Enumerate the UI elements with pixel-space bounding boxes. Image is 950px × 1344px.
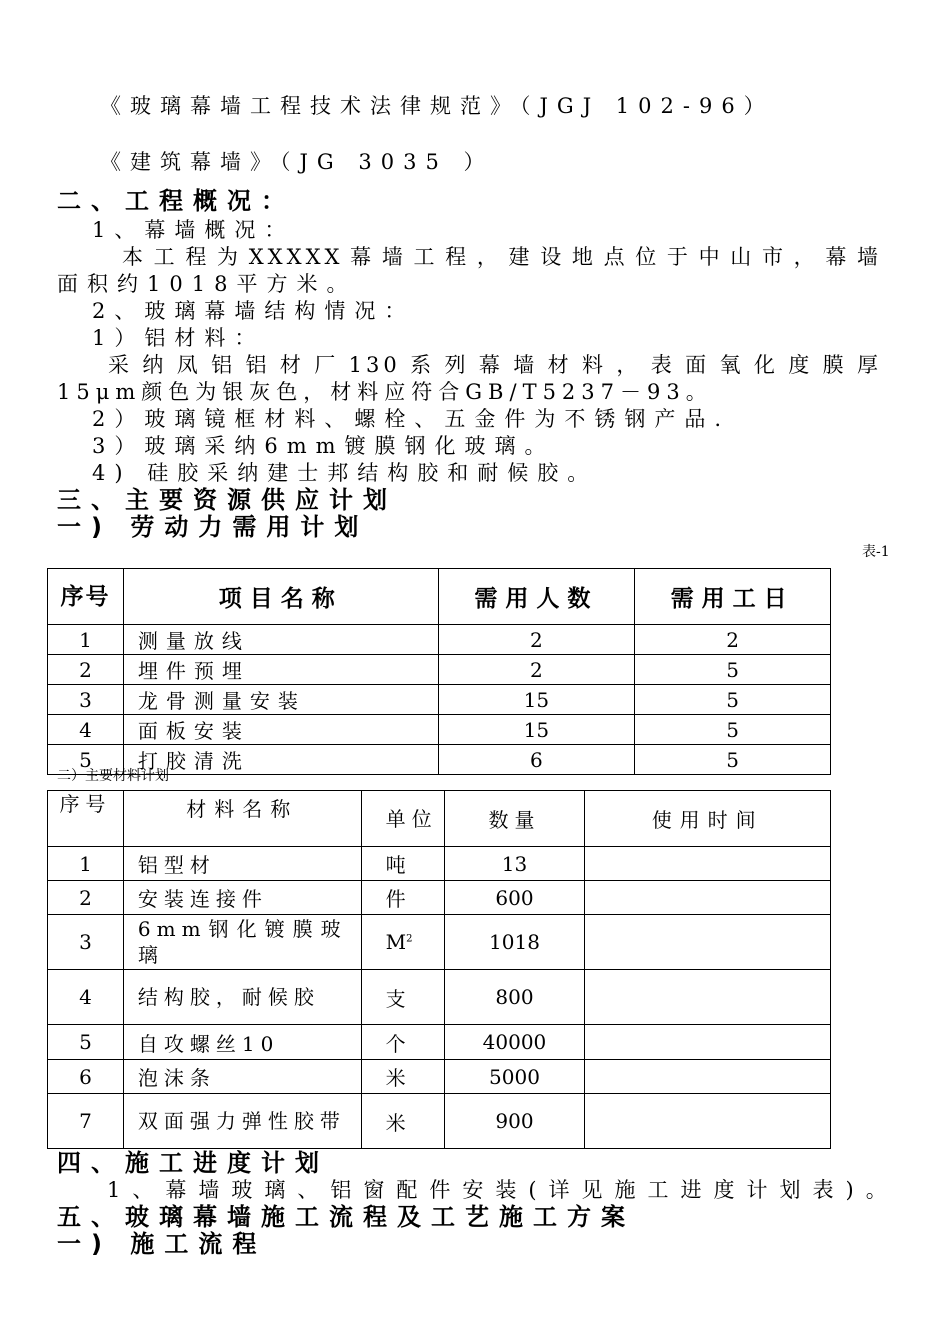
cell-usage-time [585, 970, 831, 1025]
cell-workdays: 5 [635, 745, 831, 775]
col-header-workers: 需用人数 [438, 569, 635, 625]
material-plan-heading: 二）主要材料计划 [57, 768, 169, 784]
cell-index: 1 [48, 625, 124, 655]
cell-material-name: 6mm钢化镀膜玻璃 [123, 915, 361, 970]
cell-material-name: 自攻螺丝10 [123, 1025, 361, 1060]
cell-index: 7 [48, 1094, 124, 1149]
material-table-header [48, 791, 831, 847]
cell-index: 1 [48, 847, 124, 881]
subsection-curtain-wall-overview: 1、幕墙概况： [92, 218, 295, 242]
cell-quantity: 5000 [444, 1060, 585, 1094]
item-glass-frame: 2）玻璃镜框材料、螺栓、五金件为不锈钢产品. [92, 407, 731, 431]
cell-unit: 件 [361, 881, 444, 915]
cell-index: 2 [48, 655, 124, 685]
item-silicone: 4) 硅胶采纳建士邦结构胶和耐候胶。 [92, 461, 598, 485]
cell-index: 5 [48, 745, 124, 775]
col-header-index: 序号 [48, 791, 124, 847]
cell-unit [361, 915, 444, 970]
cell-workdays: 2 [635, 625, 831, 655]
cell-index: 4 [48, 970, 124, 1025]
cell-quantity: 13 [444, 847, 585, 881]
cell-workdays: 5 [635, 685, 831, 715]
cell-index: 2 [48, 881, 124, 915]
cell-workers: 15 [438, 685, 635, 715]
cell-index: 3 [48, 915, 124, 970]
cell-usage-time [585, 847, 831, 881]
table-tag: 表-1 [862, 544, 890, 560]
cell-quantity: 800 [444, 970, 585, 1025]
table-row [48, 1060, 831, 1094]
cell-material-name: 双面强力弹性胶带 [123, 1094, 361, 1149]
cell-usage-time [585, 881, 831, 915]
cell-quantity: 40000 [444, 1025, 585, 1060]
schedule-line-1: 1、幕墙玻璃、铝窗配件安装(详见施工进度计划表)。 [107, 1178, 899, 1202]
cell-usage-time [585, 1060, 831, 1094]
col-header-item-name: 项目名称 [123, 569, 438, 625]
table-row [48, 685, 831, 715]
cell-usage-time [585, 915, 831, 970]
cell-workers: 15 [438, 715, 635, 745]
aluminum-paragraph-line-1: 采纳凤铝铝材厂130系列幕墙材料，表面氧化度膜厚 [108, 353, 882, 377]
cell-unit: 米 [361, 1094, 444, 1149]
unit-superscript: 2 [406, 933, 413, 945]
cell-index: 3 [48, 685, 124, 715]
section-2-title: 二、工程概况： [57, 187, 295, 215]
unit-text: M [385, 930, 407, 954]
cell-workdays: 5 [635, 715, 831, 745]
cell-material-name: 铝型材 [123, 847, 361, 881]
cell-usage-time [585, 1094, 831, 1149]
table-row [48, 625, 831, 655]
cell-unit: 支 [361, 970, 444, 1025]
cell-material-name: 结构胶，耐候胶 [123, 970, 361, 1025]
section-4-title: 四、施工进度计划 [57, 1149, 329, 1177]
table-row [48, 915, 831, 970]
cell-usage-time [585, 1025, 831, 1060]
cell-unit: 吨 [361, 847, 444, 881]
aluminum-paragraph-line-2: 15μm颜色为银灰色，材料应符合GB/T5237－93。 [57, 380, 713, 404]
cell-item-name: 埋件预埋 [123, 655, 438, 685]
cell-workers: 2 [438, 625, 635, 655]
section-3-title: 三、主要资源供应计划 [57, 486, 397, 514]
cell-workers: 6 [438, 745, 635, 775]
item-glass: 3）玻璃采纳6mm镀膜钢化玻璃。 [92, 434, 555, 458]
material-table [47, 790, 831, 1149]
col-header-quantity: 数量 [444, 791, 585, 847]
overview-paragraph-line-2: 面积约1018平方米。 [57, 272, 357, 296]
labor-plan-heading: 一) 劳动力需用计划 [57, 513, 369, 541]
cell-quantity: 1018 [444, 915, 585, 970]
table-row [48, 970, 831, 1025]
cell-workers: 2 [438, 655, 635, 685]
construction-flow-heading: 一) 施工流程 [57, 1230, 267, 1258]
reference-standard-1: 《玻璃幕墙工程技术法律规范》（JGJ 102-96） [100, 94, 774, 118]
cell-workdays: 5 [635, 655, 831, 685]
reference-standard-2: 《建筑幕墙》（JG 3035 ） [100, 150, 494, 174]
labor-table-header [48, 569, 831, 625]
overview-paragraph-line-1: 本工程为XXXXX幕墙工程，建设地点位于中山市，幕墙 [122, 245, 882, 269]
cell-item-name: 面板安装 [123, 715, 438, 745]
col-header-index: 序号 [48, 569, 124, 625]
table-row [48, 1025, 831, 1060]
cell-index: 5 [48, 1025, 124, 1060]
cell-unit: 个 [361, 1025, 444, 1060]
table-row [48, 847, 831, 881]
labor-table [47, 568, 831, 775]
section-5-title: 五、玻璃幕墙施工流程及工艺施工方案 [57, 1203, 635, 1231]
col-header-workdays: 需用工日 [635, 569, 831, 625]
table-row [48, 655, 831, 685]
cell-item-name: 测量放线 [123, 625, 438, 655]
table-row [48, 1094, 831, 1149]
col-header-material-name: 材料名称 [123, 791, 361, 847]
table-row [48, 715, 831, 745]
cell-index: 6 [48, 1060, 124, 1094]
cell-quantity: 600 [444, 881, 585, 915]
item-aluminum-material: 1）铝材料： [92, 326, 265, 350]
cell-index: 4 [48, 715, 124, 745]
cell-material-name: 泡沫条 [123, 1060, 361, 1094]
cell-material-name: 安装连接件 [123, 881, 361, 915]
subsection-structure: 2、玻璃幕墙结构情况： [92, 299, 415, 323]
cell-unit: 米 [361, 1060, 444, 1094]
table-row [48, 881, 831, 915]
cell-item-name: 打胶清洗 [123, 745, 438, 775]
col-header-unit: 单位 [361, 791, 444, 847]
cell-quantity: 900 [444, 1094, 585, 1149]
col-header-usage-time: 使用时间 [585, 791, 831, 847]
cell-item-name: 龙骨测量安装 [123, 685, 438, 715]
